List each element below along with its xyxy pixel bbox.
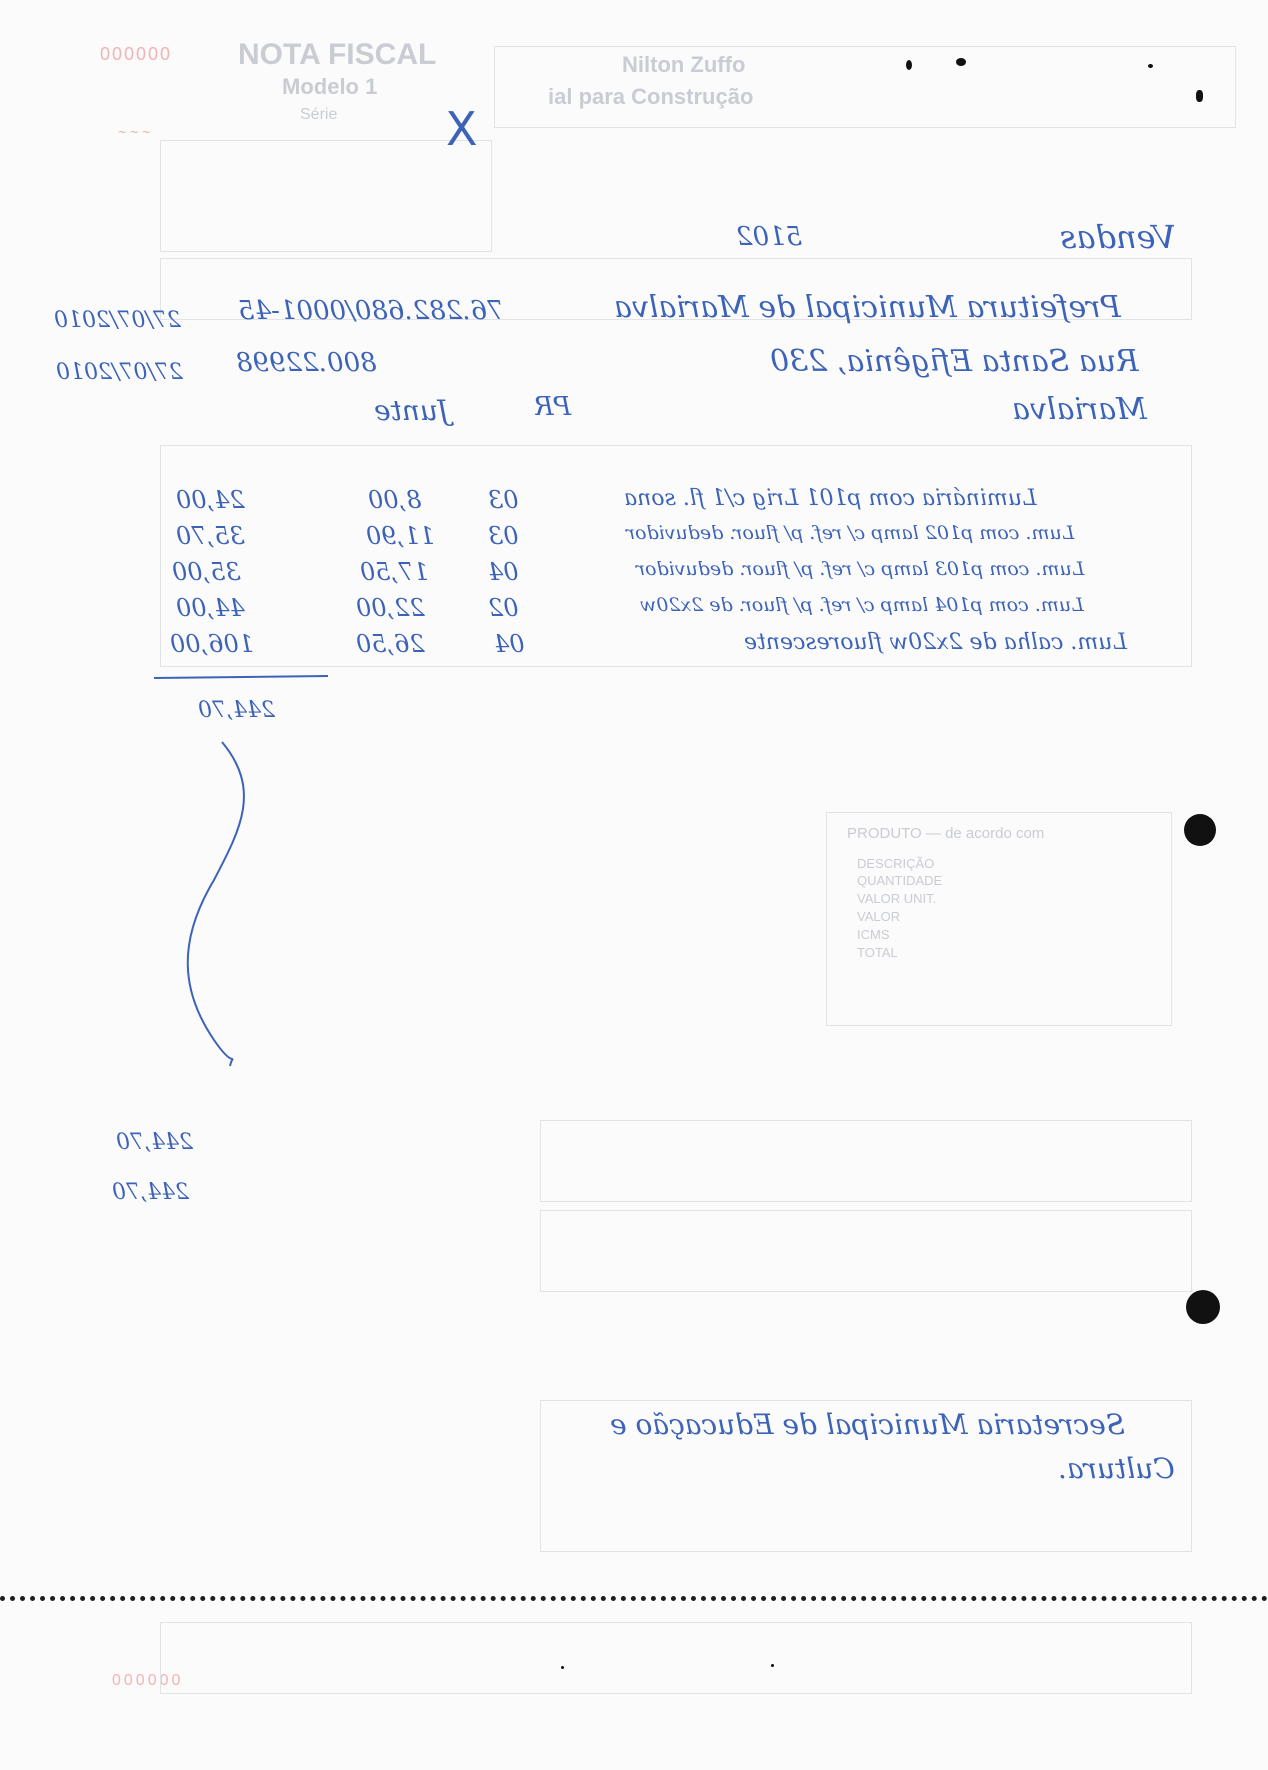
item-quantity: 03: [488, 522, 519, 550]
item-unit-price: 11,90: [366, 522, 435, 550]
issue-date: 27/07/2010: [54, 308, 181, 333]
exit-date: 27/07/2010: [56, 360, 183, 385]
ghost-product-line-1: DESCRIÇÃO: [857, 856, 935, 871]
ghost-product-line-5: ICMS: [857, 927, 890, 942]
handwritten-x-mark: X: [446, 102, 478, 156]
cancel-wavy-line: [188, 742, 244, 1066]
punch-hole-lower: [1186, 1290, 1220, 1324]
department-line-2: Cultura.: [1058, 1452, 1175, 1485]
client-state-registration: 800.22998: [236, 348, 377, 378]
item-quantity: 03: [488, 486, 519, 514]
client-city: Marialva: [1012, 392, 1147, 427]
sum-underline: [154, 676, 328, 678]
invoice-total-1: 244,70: [116, 1130, 193, 1155]
department-line-1: Secretaria Municipal de Educação e: [610, 1408, 1125, 1441]
item-unit-price: 22,00: [356, 594, 425, 622]
item-unit-price: 8,00: [368, 486, 422, 514]
client-cnpj: 76.282.680/0001-45: [238, 296, 504, 326]
client-name: Prefeitura Municipal de Marialva: [614, 290, 1121, 325]
items-subtotal: 244,70: [198, 698, 275, 723]
red-stamp-smudge: ~ ~ ~: [118, 124, 151, 140]
punch-hole-upper: [1184, 814, 1216, 846]
ink-speck: [1196, 90, 1203, 102]
ghost-product-line-3: VALOR UNIT.: [857, 891, 937, 906]
ghost-store-subtitle: ial para Construção: [548, 84, 754, 109]
item-description: Luminária com p101 Lrig c/1 fl. sona: [624, 486, 1037, 511]
nature-of-operation: Vendas: [1060, 218, 1176, 256]
invoice-total-2: 244,70: [112, 1180, 189, 1205]
ghost-product-line-6: TOTAL: [857, 945, 898, 960]
client-state: PR: [534, 392, 572, 422]
ink-speck: [906, 60, 912, 70]
cfop-code: 5102: [736, 222, 803, 252]
ghost-serial-number-top: 000000: [100, 44, 173, 64]
item-total: 35,00: [172, 558, 241, 586]
item-description: Lum. com p102 lamp c/ ref. p/ fluor. deduvidor: [626, 522, 1075, 544]
perforation-line: [0, 1596, 1268, 1601]
item-description: Lum. com p104 lamp c/ ref. p/ fluor. de 2x20w: [640, 594, 1084, 616]
item-unit-price: 26,50: [356, 630, 425, 658]
ghost-series-label: Série: [300, 106, 338, 123]
ghost-form-model: Modelo 1: [282, 74, 378, 99]
freight-note: Junte: [374, 394, 450, 427]
item-quantity: 02: [488, 594, 519, 622]
ghost-product-line-4: VALOR: [857, 909, 901, 924]
item-total: 106,00: [170, 630, 254, 658]
ink-speck: [771, 1664, 774, 1667]
item-total: 24,00: [176, 486, 245, 514]
item-total: 44,00: [176, 594, 245, 622]
ghost-product-heading: PRODUTO — de acordo com: [847, 825, 1045, 842]
item-quantity: 04: [488, 558, 519, 586]
ghost-store-name: Nilton Zuffo: [622, 52, 746, 77]
item-total: 35,70: [176, 522, 245, 550]
ink-speck: [561, 1666, 564, 1669]
item-quantity: 04: [494, 630, 525, 658]
item-description: Lum. com p103 lamp c/ ref. p/ fluor. deduvidor: [636, 558, 1085, 580]
ghost-serial-number-bottom: 000000: [112, 1672, 184, 1689]
item-description: Lum. calha de 2x20w fluorescente: [744, 630, 1127, 655]
ink-speck: [1148, 64, 1153, 68]
item-unit-price: 17,50: [360, 558, 429, 586]
ghost-form-title: NOTA FISCAL: [238, 38, 437, 71]
ghost-product-line-2: QUANTIDADE: [857, 873, 943, 888]
client-address: Rua Santa Efigênia, 230: [770, 344, 1139, 379]
ink-speck: [956, 58, 966, 66]
